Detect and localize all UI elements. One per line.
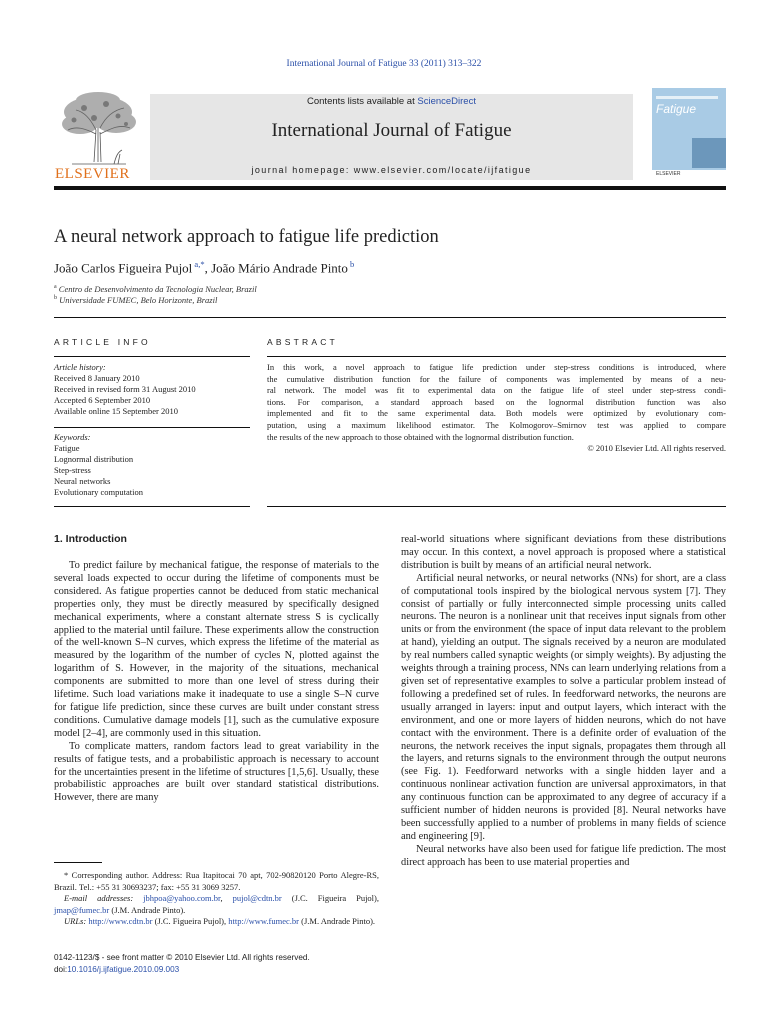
abstract-rule [267, 356, 726, 357]
history-label: Article history: [54, 362, 106, 372]
abstract-line: ral network. The model was fit to experimental data on the fatigue life of steel under step-stress condi- [267, 385, 726, 396]
history-item: Accepted 6 September 2010 [54, 395, 151, 405]
info-rule [54, 356, 250, 357]
history-item: Received 8 January 2010 [54, 373, 140, 383]
body-paragraph: To predict failure by mechanical fatigue, the response of materials to the several loads expected to occur during the lifetime of components must be considered. As fatigue properties cannot be deduced from static mechanical properties only, they must be directly measured by specifically designed mechanical experiments, where a constant alternate stress S is cyclically applied to the material until failure. These experiments allow the construction of the well-known S–N curves, which express the lifetime of the material as measured by the logarithm of the number of cycles N, plotted against the logarithm of S. However, in the majority of the situations, mechanical components are submitted to more than one level of stress during their lifetime. Such load variations make it inadequate to use a single S–N curve for fatigue life prediction, since these curves are built under constant stress conditions. Cumulative damage models [1], such as the cumulative exposure model [2–4], are commonly used in this situation. [54, 560, 379, 739]
journal-citation[interactable]: International Journal of Fatigue 33 (2011) 313–322 [286, 59, 482, 69]
author-name: João Mário Andrade Pinto [211, 260, 348, 276]
author-name: João Carlos Figueira Pujol [54, 260, 193, 276]
url-link[interactable]: http://www.fumec.br [228, 916, 300, 926]
body-paragraph: Artificial neural networks, or neural networks (NNs) for short, are a class of computational tools inspired by the biological nervous system [7]. They consist of partially or fully interconnected simple processing units called neurons. The neuron is a nonlinear unit that receives input signals from other units or from the environment (the space of input data relevant to the problem at hand), yielding an output. The signals received by a neuron are modulated by real numbers called synaptic weights (or simply weights). By adjusting the weights through a training process, NNs can learn underlying relations from a given set of representative examples to solve a particular problem instead of following a predefined set of rules. In feedforward networks, the neurons are usually arranged in layers: input and output layers, which interact with the environment, and one or more layers of hidden neurons, which do not have contact with the environment. There is a definite order of evaluation of the neurons, the network receives the input signals, propagates them through all the layers, and returns signals to the environment through the output neurons (see Fig. 1). Feedforward networks with a single hidden layer and a continuous nonlinear activation function are universal approximators, in that any continuous function can be approximated to any degree of accuracy if a sufficient number of hidden neurons is provided [8]. Neural networks have been successfully applied to a number of problems in many fields of science and engineering [9]. [401, 572, 726, 842]
history-item: Received in revised form 31 August 2010 [54, 384, 196, 394]
email-addresses: E-mail addresses: jbhpoa@yahoo.com.br, pujol@cdtn.br (J.C. Figueira Pujol), jmap@fumec.br (J.M. Andrade Pinto). [54, 893, 380, 915]
elsevier-logo [54, 90, 144, 182]
author-affiliation-marker[interactable]: b [350, 259, 355, 269]
cover-header-strip [656, 96, 718, 99]
body-paragraph: real-world situations where significant deviations from these distributions may occur. In this context, a novel approach is proposed where a statistical distribution is built by means of an artificial neural network. [401, 534, 726, 571]
history-item: Available online 15 September 2010 [54, 406, 179, 416]
abstract-line: In this work, a novel approach to fatigue life prediction under step-stress conditions is introduced, where [267, 362, 726, 372]
journal-banner [150, 94, 633, 180]
abstract-line: the results of the new approach to those obtained with the lognormal distribution function. [267, 431, 574, 442]
elsevier-wordmark: ELSEVIER [55, 166, 130, 182]
keywords-label: Keywords: [54, 432, 91, 442]
cover-band [692, 138, 726, 168]
article-title: A neural network approach to fatigue life prediction [54, 227, 439, 247]
body-paragraph: To complicate matters, random factors lead to great variability in the results of fatigue tests, and a probabilistic approach is necessary to account for the uncertainties present in the lifetime of structures [1,5,6]. Usually, these probabilistic approaches are built over standard statistical distributions. However, there are many [54, 740, 379, 804]
urls-label: URLs: [64, 916, 87, 926]
issn-line: 0142-1123/$ - see front matter © 2010 Elsevier Ltd. All rights reserved. [54, 953, 310, 962]
abstract-line: the cumulative distribution function for the failure of components was implemented by means of a neu- [267, 373, 726, 384]
journal-cover-image [652, 88, 726, 180]
info-bottom-rule [54, 506, 250, 507]
contents-line [150, 96, 633, 107]
doi-link[interactable]: 10.1016/j.ijfatigue.2010.09.003 [67, 964, 180, 974]
keywords-list [54, 432, 143, 498]
cover-title: Fatigue [656, 102, 697, 116]
url-link[interactable]: http://www.cdtn.br [88, 916, 153, 926]
keyword-item: Fatigue [54, 443, 80, 453]
header-rule [54, 186, 726, 190]
corresponding-author-note: * Corresponding author. Address: Rua Itapitocai 70 apt, 702-90820120 Porto Alegre-RS, Brazil. Tel.: +55 31 30693237; fax: +55 31 3069 3257. [54, 870, 379, 892]
email-link[interactable]: jmap@fumec.br [54, 904, 110, 915]
keyword-item: Step-stress [54, 465, 91, 475]
abstract-text [267, 362, 726, 455]
body-right-column [401, 534, 726, 870]
cover-publisher: ELSEVIER [656, 171, 681, 177]
article-history [54, 362, 196, 417]
info-rule [54, 427, 250, 428]
abstract-line: tions. For comparison, a standard approach based on the lognormal distribution function was also [267, 396, 726, 407]
email-link[interactable]: jbhpoa@yahoo.com.br [143, 893, 221, 903]
section-heading: 1. Introduction [54, 533, 127, 545]
email-label: E-mail addresses: [64, 893, 134, 903]
doi-line: doi:10.1016/j.ijfatigue.2010.09.003 [54, 964, 180, 974]
author-line [54, 259, 354, 276]
abstract-heading: ABSTRACT [267, 337, 338, 347]
section-rule [54, 317, 726, 318]
body-paragraph: Neural networks have also been used for fatigue life prediction. The most direct approach has been to use material properties and [401, 843, 726, 868]
keyword-item: Lognormal distribution [54, 454, 134, 464]
elsevier-tree-icon [54, 90, 144, 166]
abstract-line: putation, using a maximum likelihood estimator. The Kolmogorov–Smirnov test was applied to compare [267, 419, 726, 430]
contents-prefix: Contents lists available at [307, 96, 418, 107]
sciencedirect-link[interactable]: ScienceDirect [417, 96, 476, 107]
journal-title: International Journal of Fatigue [271, 120, 512, 141]
affiliation: $^b$ Universidade FUMEC, Belo Horizonte, Brazil [54, 295, 218, 305]
url-list: URLs: http://www.cdtn.br (J.C. Figueira Pujol), http://www.fumec.br (J.M. Andrade Pinto). [64, 916, 376, 926]
copyright-notice: © 2010 Elsevier Ltd. All rights reserved. [587, 443, 726, 454]
abstract-line: implemented and fit to the same experimental data. Both models were optimized by evolutionary com- [267, 408, 726, 419]
abstract-bottom-rule [267, 506, 726, 507]
article-info-heading: ARTICLE INFO [54, 337, 151, 347]
author-affiliation-marker[interactable]: a,* [194, 259, 205, 269]
footnote [54, 870, 379, 928]
keyword-item: Neural networks [54, 476, 111, 486]
journal-homepage[interactable]: journal homepage: www.elsevier.com/locate/ijfatigue [251, 165, 532, 175]
footnote-rule [54, 862, 102, 863]
affiliation: $^a$ Centro de Desenvolvimento da Tecnologia Nuclear, Brazil [54, 284, 257, 294]
front-matter [54, 952, 310, 975]
author-separator: , [204, 260, 212, 276]
keyword-item: Evolutionary computation [54, 487, 143, 497]
body-left-column [54, 560, 379, 805]
email-link[interactable]: pujol@cdtn.br [232, 893, 282, 903]
